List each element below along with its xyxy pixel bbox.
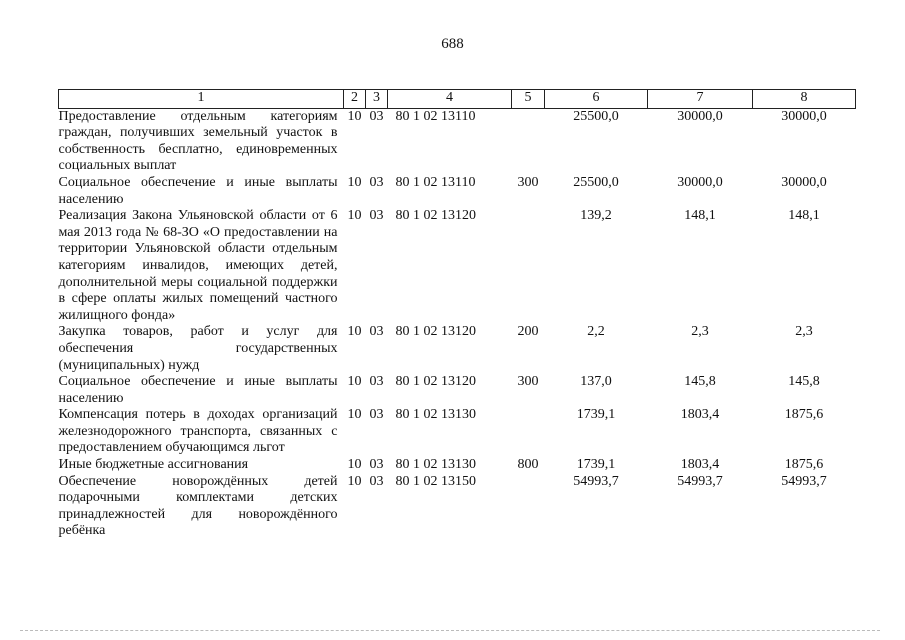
- row-name-cell: Закупка товаров, работ и услуг для обеспечения государственных (муниципальных) нужд: [58, 324, 338, 373]
- row-name-cell: Обеспечение новорождённых детей подарочными комплектами детских принадлежностей для новорождённого ребёнка: [58, 473, 338, 539]
- subsection-cell: 03: [369, 457, 384, 473]
- expense-type-cell: 300: [517, 174, 539, 190]
- amount-year1-cell: 137,0: [580, 374, 612, 390]
- amount-year3-cell: 2,3: [795, 324, 813, 340]
- col-header-2: 2: [344, 90, 366, 109]
- amount-year3-cell: 145,8: [788, 374, 820, 390]
- scan-artifact-line: [20, 630, 880, 633]
- amount-year3-cell: 148,1: [788, 208, 820, 224]
- amount-year2-cell: 54993,7: [677, 473, 723, 489]
- expense-type-cell: 300: [517, 374, 539, 390]
- amount-year3-cell: 1875,6: [784, 407, 824, 423]
- subsection-cell: 03: [369, 208, 384, 224]
- section-cell: 10: [347, 473, 362, 489]
- amount-year2-cell: 30000,0: [677, 108, 723, 124]
- col-header-6: 6: [545, 90, 648, 109]
- amount-year2-cell: 2,3: [691, 324, 709, 340]
- amount-year2-cell: 148,1: [684, 208, 716, 224]
- row-name-cell: Реализация Закона Ульяновской области от 6 мая 2013 года № 68-ЗО «О предоставлении на территории Ульяновской области отдельным категориям инвалидов, имеющих детей, дополнительной меры социальной поддержки в сфере оплаты жилых помещений частного жилищного фонда»: [58, 208, 338, 323]
- table-row: [59, 208, 856, 324]
- target-article-cell: 80 1 02 13110: [395, 174, 476, 190]
- target-article-cell: 80 1 02 13120: [395, 208, 476, 224]
- amount-year1-cell: 1739,1: [576, 407, 616, 423]
- row-name-cell: Предоставление отдельным категориям граждан, получивших земельный участок в собственность бесплатно, единовременных социальных выплат: [58, 108, 338, 174]
- amount-year3-cell: 54993,7: [781, 473, 827, 489]
- col-header-4: 4: [388, 90, 512, 109]
- col-header-8: 8: [753, 90, 856, 109]
- table-row: [59, 474, 856, 540]
- budget-table: [58, 89, 856, 540]
- subsection-cell: 03: [369, 174, 384, 190]
- section-cell: 10: [347, 324, 362, 340]
- amount-year1-cell: 139,2: [580, 208, 612, 224]
- section-cell: 10: [347, 407, 362, 423]
- row-name-cell: Социальное обеспечение и иные выплаты населению: [58, 174, 338, 207]
- target-article-cell: 80 1 02 13120: [395, 374, 476, 390]
- row-name-cell: Иные бюджетные ассигнования: [58, 457, 249, 473]
- expense-type-cell: 200: [517, 324, 539, 340]
- section-cell: 10: [347, 208, 362, 224]
- amount-year2-cell: 145,8: [684, 374, 716, 390]
- header-row: [59, 90, 856, 109]
- amount-year1-cell: 2,2: [587, 324, 605, 340]
- col-header-1: 1: [59, 90, 344, 109]
- expense-type-cell: [512, 108, 545, 175]
- subsection-cell: 03: [369, 407, 384, 423]
- table-row: [59, 324, 856, 374]
- table-row: [59, 374, 856, 407]
- subsection-cell: 03: [369, 473, 384, 489]
- table-row: [59, 108, 856, 175]
- subsection-cell: 03: [369, 324, 384, 340]
- amount-year1-cell: 25500,0: [573, 108, 619, 124]
- table-row: [59, 457, 856, 474]
- subsection-cell: 03: [369, 374, 384, 390]
- amount-year1-cell: 1739,1: [576, 457, 616, 473]
- amount-year2-cell: 30000,0: [677, 174, 723, 190]
- expense-type-cell: [512, 208, 545, 324]
- expense-type-cell: 800: [517, 457, 539, 473]
- target-article-cell: 80 1 02 13120: [395, 324, 476, 340]
- target-article-cell: 80 1 02 13130: [395, 407, 476, 423]
- amount-year2-cell: 1803,4: [680, 407, 720, 423]
- col-header-3: 3: [366, 90, 388, 109]
- table-body: [59, 108, 856, 540]
- target-article-cell: 80 1 02 13130: [395, 457, 476, 473]
- row-name-cell: Компенсация потерь в доходах организаций железнодорожного транспорта, связанных с предоставлением обучающимся льгот: [58, 407, 338, 456]
- table-row: [59, 407, 856, 457]
- amount-year1-cell: 25500,0: [573, 174, 619, 190]
- table-row: [59, 175, 856, 208]
- col-header-5: 5: [512, 90, 545, 109]
- target-article-cell: 80 1 02 13150: [395, 473, 476, 489]
- expense-type-cell: [512, 407, 545, 457]
- section-cell: 10: [347, 108, 362, 124]
- expense-type-cell: [512, 474, 545, 540]
- amount-year3-cell: 30000,0: [781, 174, 827, 190]
- section-cell: 10: [347, 457, 362, 473]
- amount-year2-cell: 1803,4: [680, 457, 720, 473]
- row-name-cell: Социальное обеспечение и иные выплаты населению: [58, 374, 338, 406]
- amount-year3-cell: 1875,6: [784, 457, 824, 473]
- amount-year1-cell: 54993,7: [573, 473, 619, 489]
- section-cell: 10: [347, 374, 362, 390]
- col-header-7: 7: [648, 90, 753, 109]
- section-cell: 10: [347, 174, 362, 190]
- target-article-cell: 80 1 02 13110: [395, 108, 476, 124]
- subsection-cell: 03: [369, 108, 384, 124]
- page-number: 688: [441, 36, 464, 52]
- amount-year3-cell: 30000,0: [781, 108, 827, 124]
